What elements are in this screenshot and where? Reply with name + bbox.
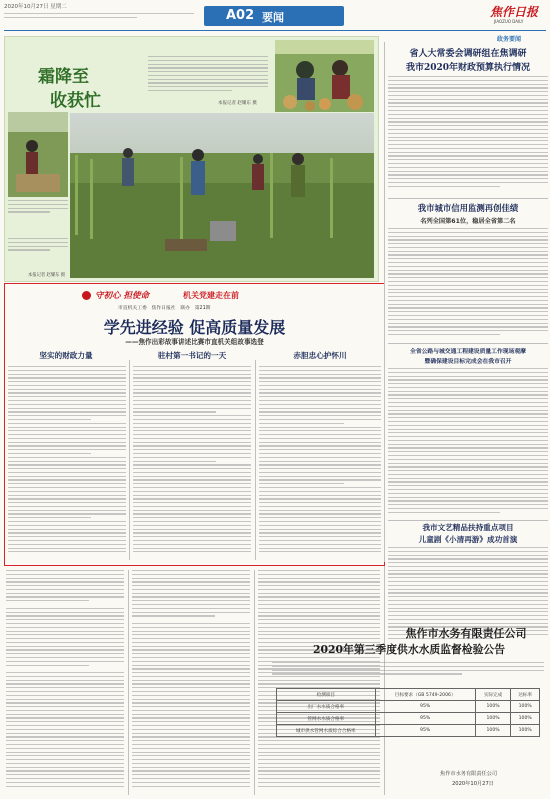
water-quality-table — [276, 688, 540, 737]
bottom-divider-2 — [254, 570, 255, 795]
newspaper-logo: 焦作日报 — [490, 5, 539, 19]
story3-title: 赤胆忠心护怀川 — [293, 351, 347, 360]
photo-caption-top: 本报记者 赵耀东 摄 — [218, 101, 257, 106]
table-cell: 出厂水水质合格率 — [277, 701, 376, 713]
water-notice-title-2: 2020年第三季度供水水质监督检验公告 — [312, 643, 505, 656]
table-cell: 100% — [475, 713, 511, 725]
right-item2-sub: 名列全国第61位，稳居全省第二名 — [420, 218, 516, 225]
table-cell: 100% — [511, 701, 540, 713]
harvest-headline-1: 霜降至 — [38, 67, 89, 87]
harvest-photo-left — [8, 112, 68, 197]
right-item1-body — [388, 76, 548, 196]
date-line: 2020年10月27日 星期二 — [4, 4, 67, 10]
right-item1-title-2: 我市2020年财政预算执行情况 — [405, 63, 531, 73]
photo-caption-bottom: 本报记者 赵耀东 摄 — [28, 273, 66, 278]
story-divider-2 — [255, 360, 256, 560]
party-subheadline: ——焦作出彩故事讲述比赛市直机关组故事选登 — [125, 338, 264, 346]
right-col-divider — [384, 42, 385, 562]
party-headline: 学先进经验 促高质量发展 — [103, 318, 286, 337]
party-banner-left: 守初心 担使命 — [95, 291, 149, 301]
right-rule-2 — [388, 343, 548, 344]
harvest-intro-text — [148, 56, 268, 102]
party-banner-sub: 市直机关工委 焦作日报社 联办 第21期 — [118, 306, 211, 311]
water-notice-date: 2020年10月27日 — [452, 781, 494, 787]
table-cell: 城市供水管网水质综合合格率 — [277, 725, 376, 737]
bottom-left-col-1 — [6, 570, 124, 795]
harvest-caption-left — [8, 200, 68, 230]
section-code: A02 — [226, 8, 255, 23]
water-notice-signature: 焦作市水务有限责任公司 — [440, 771, 498, 777]
story-divider-1 — [129, 360, 130, 560]
table-cell: 100% — [511, 713, 540, 725]
table-header-cell: 检测项目 — [277, 689, 376, 701]
harvest-headline-2: 收获忙 — [50, 91, 101, 111]
table-cell: 管网水水质合格率 — [277, 713, 376, 725]
bottom-left-col-2 — [132, 570, 250, 795]
table-cell: 95% — [375, 701, 475, 713]
column-tag: 政务要闻 — [497, 36, 522, 43]
harvest-photo-top — [275, 40, 374, 112]
right-item4-title-1: 我市文艺精品扶持重点项目 — [422, 523, 514, 532]
right-rule-3 — [388, 520, 548, 521]
table-row — [277, 701, 540, 713]
bottom-divider-1 — [128, 570, 129, 795]
story1-body — [8, 366, 126, 562]
story1-title: 坚实的财政力量 — [39, 351, 93, 360]
table-cell: 100% — [511, 725, 540, 737]
table-cell: 100% — [475, 701, 511, 713]
right-item1-title-1: 省人大常委会调研组在焦调研 — [409, 49, 527, 59]
harvest-photo-main — [70, 113, 374, 278]
table-cell: 95% — [375, 713, 475, 725]
party-emblem-icon — [82, 291, 91, 300]
meta-lines — [4, 13, 194, 25]
table-row — [277, 713, 540, 725]
table-row — [277, 725, 540, 737]
water-notice-title-1: 焦作市水务有限责任公司 — [405, 627, 527, 640]
water-notice-intro — [272, 662, 544, 684]
table-header-row — [277, 689, 540, 701]
right-item3-title-2: 暨确保建设目标完成会在我市召开 — [424, 359, 512, 365]
table-cell: 100% — [475, 725, 511, 737]
logo-english: JIAOZUO DAILY — [494, 19, 524, 24]
right-rule-1 — [388, 198, 548, 199]
story2-title: 驻村第一书记的一天 — [157, 351, 227, 360]
section-name: 要闻 — [262, 11, 284, 24]
right-item2-title: 我市城市信用监测再创佳绩 — [417, 203, 519, 213]
table-header-cell: 目标要求（GB 5749-2006） — [375, 689, 475, 701]
harvest-caption-left-2 — [8, 238, 68, 268]
table-header-cell: 实际完成 — [475, 689, 511, 701]
story2-body — [133, 366, 251, 562]
right-item2-body — [388, 228, 548, 340]
right-item3-title-1: 全省公路与城交通工程建设质量工作现场观摩 — [410, 349, 526, 355]
masthead-rule — [4, 30, 546, 31]
party-banner-right: 机关党建走在前 — [183, 291, 239, 300]
right-item3-body — [388, 368, 548, 518]
table-cell: 95% — [375, 725, 475, 737]
story3-body — [259, 366, 381, 562]
right-item4-title-2: 儿童剧《小清再游》成功首演 — [418, 535, 518, 544]
table-header-cell: 达标率 — [511, 689, 540, 701]
